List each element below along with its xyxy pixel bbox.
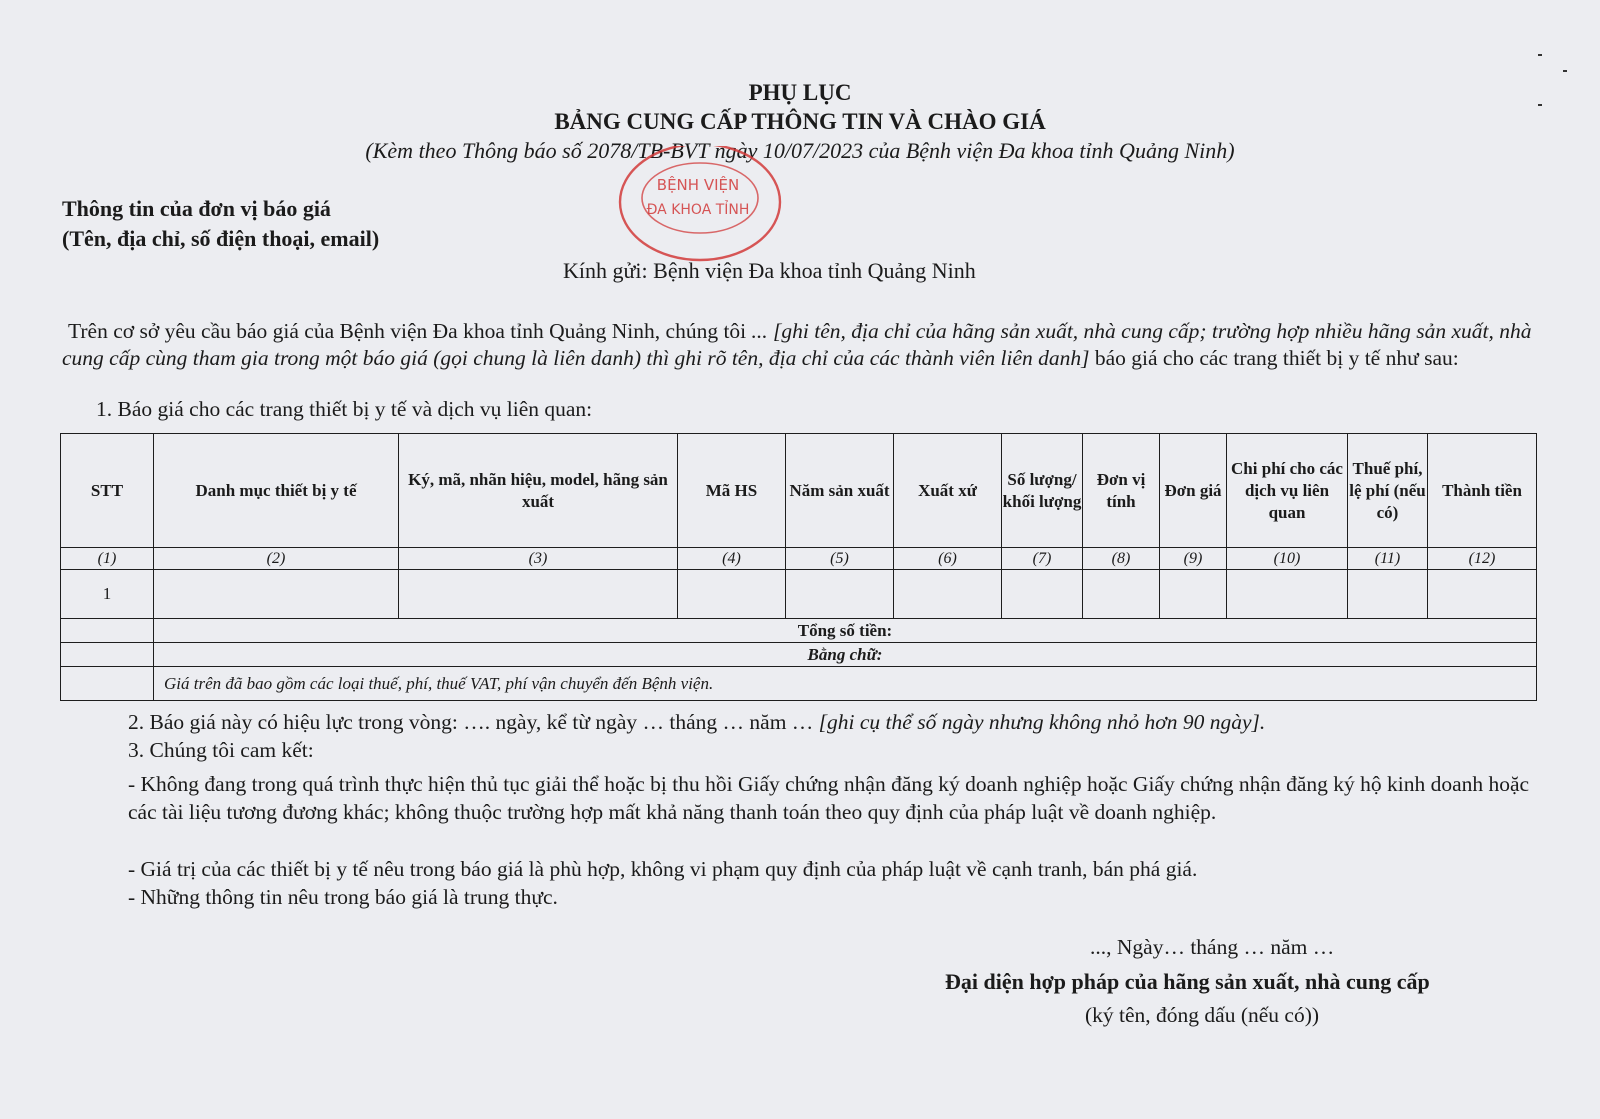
column-number: (7): [1002, 548, 1083, 570]
representative-title: Đại diện hợp pháp của hãng sản xuất, nhà cung cấp: [945, 969, 1430, 994]
empty-cell: [1348, 570, 1428, 619]
column-number: (4): [678, 548, 786, 570]
column-number: (3): [399, 548, 678, 570]
document-subtitle-heading: BẢNG CUNG CẤP THÔNG TIN VÀ CHÀO GIÁ: [554, 109, 1046, 134]
validity-text: 2. Báo giá này có hiệu lực trong vòng: …. ngày, kể từ ngày … tháng … năm …: [128, 710, 814, 734]
header-cell: Mã HS: [678, 434, 786, 548]
signature-note: (ký tên, đóng dấu (nếu có)): [1085, 1003, 1320, 1027]
row-stt: 1: [61, 570, 154, 619]
header-cell: STT: [61, 434, 154, 548]
document-title: PHỤ LỤC: [748, 80, 852, 105]
empty-cell: [399, 570, 678, 619]
column-number: (9): [1160, 548, 1227, 570]
column-number: (6): [894, 548, 1002, 570]
addressee-line: Kính gửi: Bệnh viện Đa khoa tỉnh Quảng Ninh: [563, 258, 976, 283]
note-row: [61, 667, 1537, 701]
section-2: [128, 710, 1265, 735]
vendor-info-heading: Thông tin của đơn vị báo giá: [62, 196, 331, 221]
commitment-1: - Không đang trong quá trình thực hiện thủ tục giải thể hoặc bị thu hồi Giấy chứng nhận đăng ký doanh nghiệp hoặc Giấy chứng nhận đăng ký hộ kinh doanh hoặc các tài liệu tương đương khác; không thuộc trường hợp mất khả năng thanh toán theo quy định của pháp luật về doanh nghiệp.: [128, 772, 1530, 824]
header-cell: Chi phí cho các dịch vụ liên quan: [1227, 434, 1348, 548]
vendor-info-hint: (Tên, địa chỉ, số điện thoại, email): [62, 226, 380, 251]
scan-mark: [1563, 70, 1567, 72]
empty-cell: [894, 570, 1002, 619]
empty-cell: [1428, 570, 1537, 619]
column-number: (8): [1083, 548, 1160, 570]
price-note: Giá trên đã bao gồm các loại thuế, phí, thuế VAT, phí vận chuyển đến Bệnh viện.: [154, 667, 1537, 701]
signature-date: ..., Ngày… tháng … năm …: [1090, 935, 1335, 959]
hospital-stamp: [612, 146, 794, 266]
header-cell: Số lượng/ khối lượng: [1002, 434, 1083, 548]
empty-cell: [154, 570, 399, 619]
column-number-row: [61, 548, 1537, 570]
header-cell: Xuất xứ: [894, 434, 1002, 548]
header-cell: Năm sản xuất: [786, 434, 894, 548]
intro-tail: báo giá cho các trang thiết bị y tế như sau:: [1094, 346, 1459, 370]
section-3-heading: 3. Chúng tôi cam kết:: [128, 738, 314, 762]
empty-cell: [61, 667, 154, 701]
header-cell: Đơn giá: [1160, 434, 1227, 548]
empty-cell: [61, 619, 154, 643]
empty-cell: [61, 643, 154, 667]
total-label: Tổng số tiền:: [154, 619, 1537, 643]
header-cell: Thuế phí, lệ phí (nếu có): [1348, 434, 1428, 548]
intro-paragraph: [62, 318, 1552, 372]
column-number: (2): [154, 548, 399, 570]
stamp-text-line2: ĐA KHOA TỈNH: [646, 202, 750, 218]
validity-instruction: [ghi cụ thể số ngày nhưng không nhỏ hơn 90 ngày].: [813, 710, 1266, 734]
empty-cell: [786, 570, 894, 619]
table-header-row: [61, 434, 1537, 548]
intro-instruction: ... [ghi tên, địa chỉ của hãng sản xuất, nhà cung cấp; trường hợp nhiều hãng sản xuất, nhà cung cấp cùng tham gia trong một báo giá (gọi chung là liên danh) thì ghi rõ tên, địa chỉ của các thành viên liên danh]: [62, 319, 1532, 370]
column-number: (12): [1428, 548, 1537, 570]
stamp-seal-graphic: [612, 146, 794, 266]
scan-mark: [1538, 54, 1542, 56]
empty-cell: [1160, 570, 1227, 619]
header-cell: Danh mục thiết bị y tế: [154, 434, 399, 548]
commitment-2: - Giá trị của các thiết bị y tế nêu trong báo giá là phù hợp, không vi phạm quy định của pháp luật về cạnh tranh, bán phá giá.: [128, 857, 1198, 881]
empty-cell: [1083, 570, 1160, 619]
section-1-heading: 1. Báo giá cho các trang thiết bị y tế và dịch vụ liên quan:: [96, 397, 593, 421]
reference-line: (Kèm theo Thông báo số 2078/TB-BVT ngày 10/07/2023 của Bệnh viện Đa khoa tỉnh Quảng Ninh): [365, 138, 1235, 163]
intro-lead: Trên cơ sở yêu cầu báo giá của Bệnh viện Đa khoa tỉnh Quảng Ninh, chúng tôi: [68, 319, 747, 343]
commitment-3: - Những thông tin nêu trong báo giá là trung thực.: [128, 885, 558, 909]
column-number: (1): [61, 548, 154, 570]
table-row: [61, 570, 1537, 619]
column-number: (10): [1227, 548, 1348, 570]
empty-cell: [1002, 570, 1083, 619]
empty-cell: [1227, 570, 1348, 619]
quote-table: [60, 433, 1537, 701]
words-row: [61, 643, 1537, 667]
stamp-text-line1: BỆNH VIỆN: [656, 176, 740, 194]
amount-in-words-label: Bằng chữ:: [154, 643, 1537, 667]
header-cell: Ký, mã, nhãn hiệu, model, hãng sản xuất: [399, 434, 678, 548]
column-number: (11): [1348, 548, 1428, 570]
empty-cell: [678, 570, 786, 619]
column-number: (5): [786, 548, 894, 570]
scan-mark: [1538, 104, 1542, 106]
header-cell: Thành tiền: [1428, 434, 1537, 548]
header-cell: Đơn vị tính: [1083, 434, 1160, 548]
total-row: [61, 619, 1537, 643]
